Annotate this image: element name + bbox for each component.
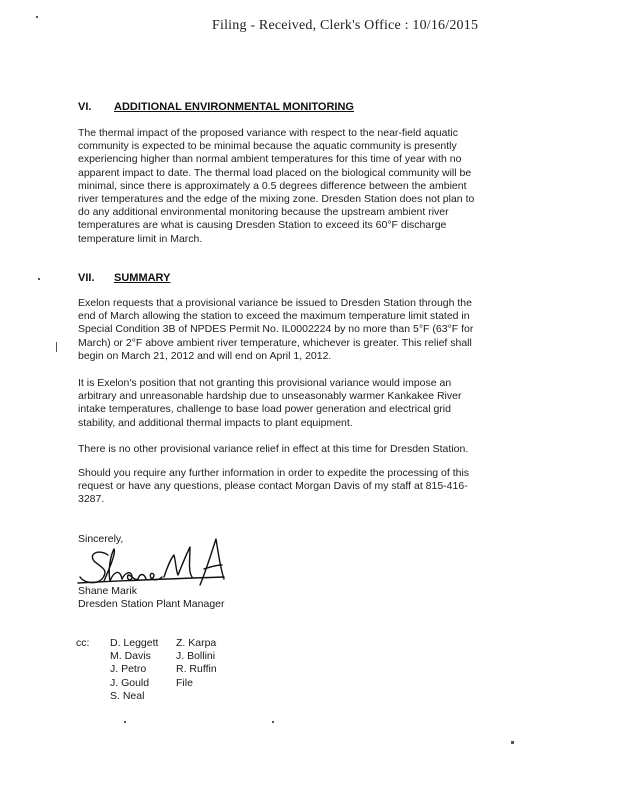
salutation: Sincerely, <box>78 533 124 545</box>
scan-speck <box>124 721 126 723</box>
section-vii-number: VII. <box>78 272 95 284</box>
text-line: There is no other provisional variance relief in effect at this time for Dresden Station. <box>78 443 469 455</box>
text-line: It is Exelon's position that not granting this provisional variance would impose an <box>78 377 452 389</box>
text-line: river temperatures and the edge of the mixing zone. Dresden Station does not plan to <box>78 193 475 206</box>
scan-speck <box>511 741 514 744</box>
section-vi-number: VI. <box>78 101 92 113</box>
scan-speck <box>56 342 57 352</box>
cc-column-2 <box>176 637 217 690</box>
text-line: community is expected to be minimal because the aquatic community is presently <box>78 140 457 153</box>
cc-column-1 <box>110 637 158 703</box>
section-vii-title: SUMMARY <box>114 272 171 284</box>
section-vi-heading <box>78 101 354 113</box>
scan-speck <box>36 16 38 18</box>
text-line: Should you require any further information in order to expedite the processing of this <box>78 467 470 479</box>
cc-label: cc: <box>76 637 90 649</box>
section-vii-heading <box>78 272 170 284</box>
summary-paragraph-4 <box>78 467 508 507</box>
cc-recipient: J. Petro <box>110 663 147 676</box>
scan-speck <box>272 721 274 723</box>
text-line: March) or 2°F above ambient river temperature, whichever is greater. This relief shall <box>78 336 472 349</box>
text-line: arbitrary and unreasonable hardship due to unseasonably warmer Kankakee River <box>78 390 462 403</box>
text-line: apparent impact to date. The thermal load placed on the biological community will be <box>78 166 472 179</box>
cc-recipient: S. Neal <box>110 689 145 702</box>
signer-title: Dresden Station Plant Manager <box>78 598 225 610</box>
text-line: do any additional environmental monitoring because the upstream ambient river <box>78 206 449 219</box>
text-line: Exelon requests that a provisional variance be issued to Dresden Station through the <box>78 297 472 309</box>
cc-recipient: Z. Karpa <box>176 637 217 649</box>
signer-block <box>78 585 225 611</box>
text-line: temperatures are what is causing Dresden Station to exceed its 60°F discharge <box>78 219 447 232</box>
summary-paragraph-1 <box>78 297 508 363</box>
section-vi-title: ADDITIONAL ENVIRONMENTAL MONITORING <box>114 101 354 113</box>
cc-recipient: M. Davis <box>110 650 151 663</box>
text-line: temperature limit in March. <box>78 232 203 245</box>
summary-paragraph-3 <box>78 443 508 456</box>
text-line: The thermal impact of the proposed variance with respect to the near-field aquatic <box>78 127 458 139</box>
filing-stamp: Filing - Received, Clerk's Office : 10/16/2015 <box>212 18 479 33</box>
summary-paragraph-2 <box>78 377 508 430</box>
text-line: minimal, since there is approximately a 0.5 degrees difference between the ambient <box>78 179 467 192</box>
cc-recipient: J. Bollini <box>176 650 216 663</box>
section-vi-paragraph <box>78 127 508 246</box>
text-line: request or have any questions, please contact Morgan Davis of my staff at 815-416- <box>78 480 468 493</box>
text-line: Special Condition 3B of NPDES Permit No. IL0002224 by no more than 5°F (63°F for <box>78 323 474 336</box>
signer-name: Shane Marik <box>78 585 137 597</box>
text-line: intake temperatures, challenge to base load power generation and electrical grid <box>78 403 451 416</box>
cc-recipient: R. Ruffin <box>176 663 217 676</box>
text-line: end of March allowing the station to exceed the maximum temperature limit stated in <box>78 310 470 323</box>
cc-recipient: D. Leggett <box>110 637 159 649</box>
cc-recipient: File <box>176 676 193 689</box>
text-line: stability, and additional thermal impacts to plant equipment. <box>78 416 353 429</box>
scan-speck <box>38 278 40 280</box>
text-line: experiencing higher than normal ambient temperatures for this time of year with no <box>78 153 462 166</box>
text-line: begin on March 21, 2012 and will end on April 1, 2012. <box>78 349 332 362</box>
cc-recipient: J. Gould <box>110 676 150 689</box>
text-line: 3287. <box>78 493 105 506</box>
